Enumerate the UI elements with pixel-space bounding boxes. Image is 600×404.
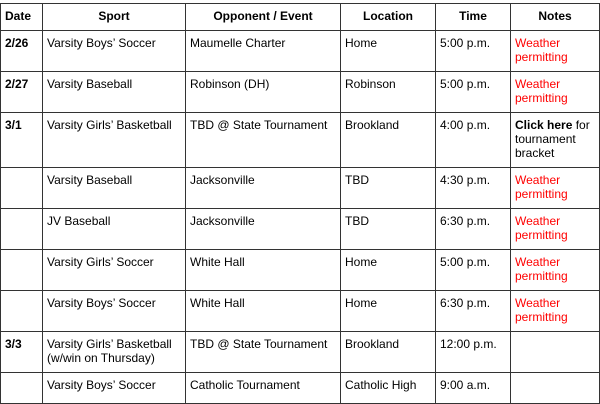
- cell-sport: Varsity Baseball: [43, 168, 186, 209]
- cell-location: Robinson: [341, 72, 436, 113]
- cell-sport: JV Baseball: [43, 209, 186, 250]
- cell-sport: Varsity Girls’ Soccer: [43, 250, 186, 291]
- table-row: [1, 332, 600, 373]
- cell-time: 4:00 p.m.: [436, 113, 511, 168]
- cell-location: Brookland: [341, 332, 436, 373]
- cell-date: [1, 209, 43, 250]
- cell-date: 3/1: [1, 113, 43, 168]
- cell-date: 2/27: [1, 72, 43, 113]
- cell-sport: Varsity Boys’ Soccer: [43, 373, 186, 404]
- cell-sport-sub: (w/win on Thursday): [47, 351, 155, 365]
- table-header-row: [1, 4, 600, 31]
- cell-opponent: White Hall: [186, 291, 341, 332]
- header-notes: Notes: [511, 4, 600, 31]
- cell-opponent: Jacksonville: [186, 168, 341, 209]
- table-row: [1, 291, 600, 332]
- table-row: [1, 168, 600, 209]
- cell-note: [511, 332, 600, 373]
- table-row: [1, 72, 600, 113]
- table-row: [1, 373, 600, 404]
- cell-note: [511, 113, 600, 168]
- cell-location: Home: [341, 250, 436, 291]
- cell-opponent: Robinson (DH): [186, 72, 341, 113]
- cell-sport: Varsity Boys’ Soccer: [43, 291, 186, 332]
- cell-note: Weather permitting: [511, 31, 600, 72]
- cell-time: 12:00 p.m.: [436, 332, 511, 373]
- cell-time: 5:00 p.m.: [436, 250, 511, 291]
- cell-time: 6:30 p.m.: [436, 291, 511, 332]
- header-date: Date: [1, 4, 43, 31]
- cell-sport: Varsity Girls’ Basketball: [43, 113, 186, 168]
- table-row: [1, 209, 600, 250]
- schedule-table: [0, 3, 600, 404]
- cell-date: [1, 168, 43, 209]
- header-location: Location: [341, 4, 436, 31]
- cell-opponent: White Hall: [186, 250, 341, 291]
- cell-location: Brookland: [341, 113, 436, 168]
- header-sport: Sport: [43, 4, 186, 31]
- cell-location: TBD: [341, 168, 436, 209]
- cell-time: 5:00 p.m.: [436, 72, 511, 113]
- cell-sport-main: Varsity Girls’ Basketball: [47, 337, 172, 351]
- cell-date: [1, 291, 43, 332]
- cell-note: Weather permitting: [511, 72, 600, 113]
- table-row: [1, 250, 600, 291]
- cell-note: Weather permitting: [511, 168, 600, 209]
- cell-opponent: TBD @ State Tournament: [186, 113, 341, 168]
- bracket-link-suffix: for tournament bracket: [515, 118, 590, 160]
- cell-note: Weather permitting: [511, 250, 600, 291]
- table-row: [1, 31, 600, 72]
- cell-opponent: Catholic Tournament: [186, 373, 341, 404]
- cell-date: [1, 373, 43, 404]
- cell-note: [511, 373, 600, 404]
- cell-date: 3/3: [1, 332, 43, 373]
- cell-date: [1, 250, 43, 291]
- cell-opponent: Maumelle Charter: [186, 31, 341, 72]
- table-row: [1, 113, 600, 168]
- cell-location: TBD: [341, 209, 436, 250]
- cell-time: 9:00 a.m.: [436, 373, 511, 404]
- bracket-link[interactable]: Click here: [515, 118, 573, 132]
- cell-location: Home: [341, 31, 436, 72]
- cell-sport: [43, 332, 186, 373]
- cell-note: Weather permitting: [511, 209, 600, 250]
- cell-time: 5:00 p.m.: [436, 31, 511, 72]
- cell-time: 4:30 p.m.: [436, 168, 511, 209]
- cell-note: Weather permitting: [511, 291, 600, 332]
- cell-location: Home: [341, 291, 436, 332]
- cell-time: 6:30 p.m.: [436, 209, 511, 250]
- cell-opponent: Jacksonville: [186, 209, 341, 250]
- header-opponent: Opponent / Event: [186, 4, 341, 31]
- cell-sport: Varsity Baseball: [43, 72, 186, 113]
- cell-date: 2/26: [1, 31, 43, 72]
- cell-opponent: TBD @ State Tournament: [186, 332, 341, 373]
- header-time: Time: [436, 4, 511, 31]
- cell-sport: Varsity Boys’ Soccer: [43, 31, 186, 72]
- cell-location: Catholic High: [341, 373, 436, 404]
